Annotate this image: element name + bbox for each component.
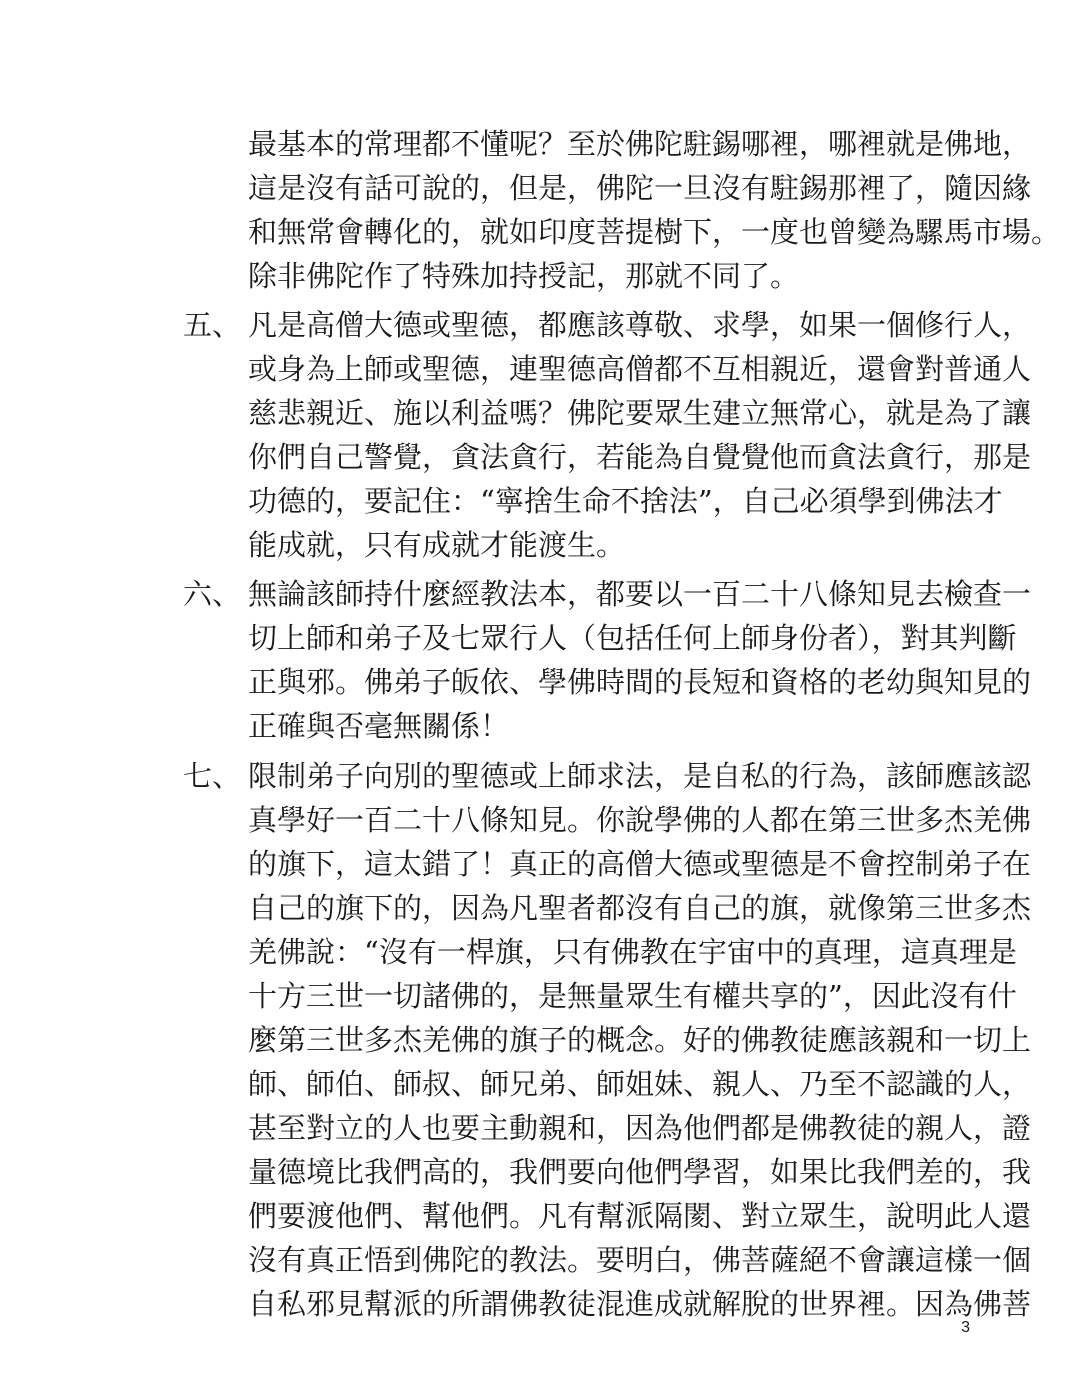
item-line: 的旗下，這太錯了！真正的高僧大德或聖德是不會控制弟子在 — [248, 847, 1032, 881]
item-line: 限制弟子向別的聖德或上師求法，是自私的行為，該師應該認 — [248, 759, 1032, 793]
item-line: 正確與否毫無關係！ — [248, 709, 510, 743]
item-line: 量德境比我們高的，我們要向他們學習，如果比我們差的，我 — [248, 1155, 1032, 1189]
item-line: 你們自己警覺，貪法貪行，若能為自覺覺他而貪法貪行，那是 — [248, 440, 1032, 474]
item-number: 六、 — [183, 577, 242, 611]
item-line: 自己的旗下的，因為凡聖者都沒有自己的旗，就像第三世多杰 — [248, 891, 1032, 925]
item-number: 五、 — [183, 308, 242, 342]
item-line: 切上師和弟子及七眾行人（包括任何上師身份者），對其判斷 — [248, 621, 1017, 655]
item-line: 師、師伯、師叔、師兄弟、師姐妹、親人、乃至不認識的人， — [248, 1067, 1032, 1101]
item-line: 功德的，要記住：“寧捨生命不捨法”，自己必須學到佛法才 — [248, 484, 1003, 518]
item-line: 凡是高僧大德或聖德，都應該尊敬、求學，如果一個修行人， — [248, 308, 1032, 342]
item-line: 甚至對立的人也要主動親和，因為他們都是佛教徒的親人，證 — [248, 1111, 1032, 1145]
item-line: 十方三世一切諸佛的，是無量眾生有權共享的”，因此沒有什 — [248, 979, 1017, 1013]
item-number: 七、 — [183, 759, 242, 793]
item-line: 正與邪。佛弟子皈依、學佛時間的長短和資格的老幼與知見的 — [248, 665, 1032, 699]
item-line: 無論該師持什麼經教法本，都要以一百二十八條知見去檢查一 — [248, 577, 1032, 611]
intro-line: 最基本的常理都不懂呢？至於佛陀駐錫哪裡，哪裡就是佛地， — [248, 127, 1032, 161]
item-line: 自私邪見幫派的所謂佛教徒混進成就解脫的世界裡。因為佛菩 — [248, 1287, 1032, 1321]
item-line: 羌佛說：“沒有一桿旗，只有佛教在宇宙中的真理，這真理是 — [248, 935, 1017, 969]
intro-line: 除非佛陀作了特殊加持授記，那就不同了。 — [248, 259, 800, 293]
item-line: 真學好一百二十八條知見。你說學佛的人都在第三世多杰羌佛 — [248, 803, 1032, 837]
item-line: 沒有真正悟到佛陀的教法。要明白，佛菩薩絕不會讓這樣一個 — [248, 1243, 1032, 1277]
item-line: 或身為上師或聖德，連聖德高僧都不互相親近，還會對普通人 — [248, 352, 1032, 386]
item-line: 們要渡他們、幫他們。凡有幫派隔閡、對立眾生，說明此人還 — [248, 1199, 1032, 1233]
intro-line: 這是沒有話可說的，但是，佛陀一旦沒有駐錫那裡了，隨因緣 — [248, 171, 1032, 205]
item-line: 麼第三世多杰羌佛的旗子的概念。好的佛教徒應該親和一切上 — [248, 1023, 1032, 1057]
page-number: 3 — [961, 1319, 970, 1336]
item-line: 能成就，只有成就才能渡生。 — [248, 528, 626, 562]
intro-line: 和無常會轉化的，就如印度菩提樹下，一度也曾變為騾馬市場。 — [248, 215, 1061, 249]
item-line: 慈悲親近、施以利益嗎？佛陀要眾生建立無常心，就是為了讓 — [248, 396, 1032, 430]
